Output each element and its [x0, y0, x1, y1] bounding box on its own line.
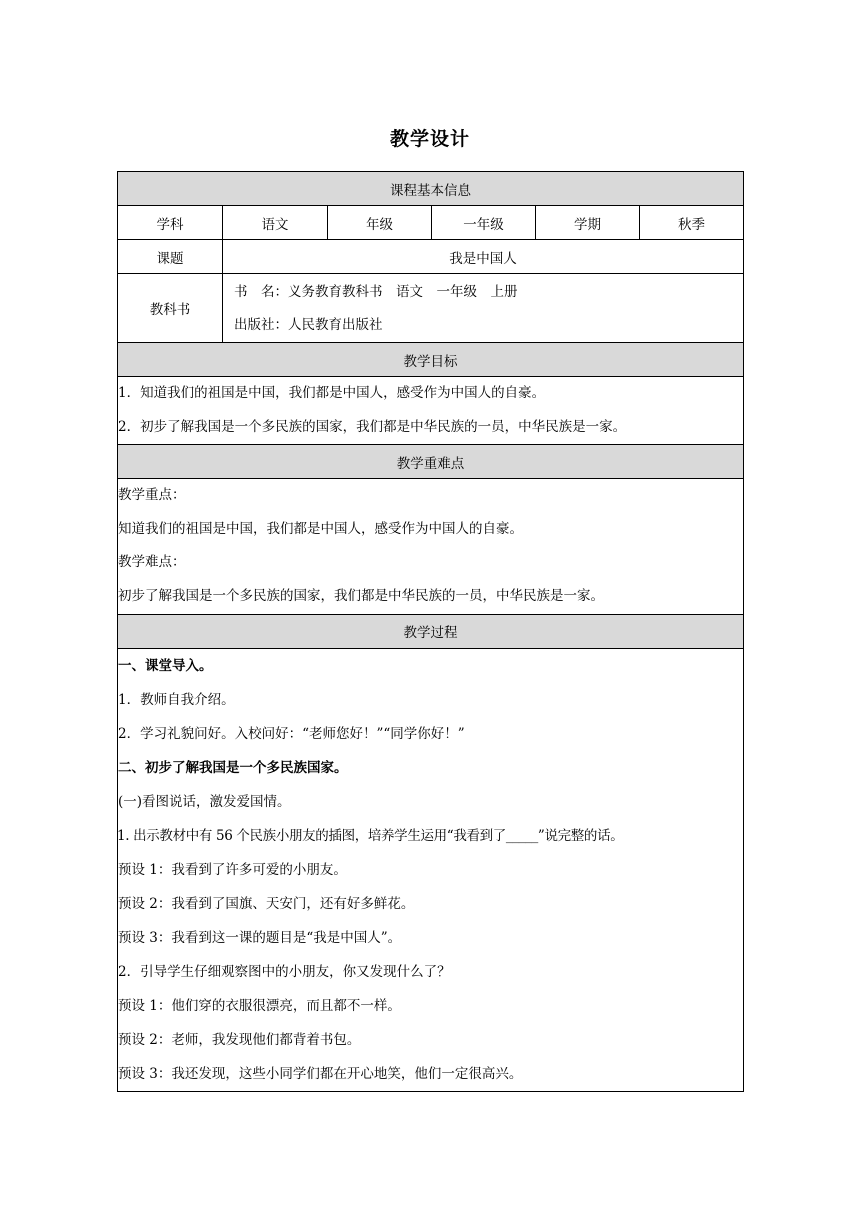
topic-label: 课题	[118, 240, 223, 274]
process-line: 2．学习礼貌问好。入校问好：“老师您好！”“同学你好！”	[118, 725, 465, 742]
topic-value: 我是中国人	[223, 240, 744, 274]
section-header-process: 教学过程	[118, 614, 744, 648]
section-header-goals: 教学目标	[118, 343, 744, 377]
lesson-plan-table	[117, 171, 744, 1092]
term-value: 秋季	[640, 206, 744, 240]
section-header-basic-info: 课程基本信息	[118, 172, 744, 206]
grade-value: 一年级	[432, 206, 536, 240]
process-content	[118, 648, 744, 1091]
textbook-name: 书 名：义务教育教科书 语文 一年级 上册	[234, 283, 518, 300]
term-label: 学期	[536, 206, 640, 240]
textbook-publisher: 出版社：人民教育出版社	[234, 316, 383, 333]
grade-label: 年级	[328, 206, 432, 240]
section-header-key-points: 教学重难点	[118, 445, 744, 479]
process-heading: 一、课堂导入。	[118, 657, 213, 674]
process-line: 1．教师自我介绍。	[118, 691, 235, 708]
goal-item: 2．初步了解我国是一个多民族的国家，我们都是中华民族的一员，中华民族是一家。	[118, 418, 627, 435]
key-point-text: 知道我们的祖国是中国，我们都是中国人，感受作为中国人的自豪。	[118, 520, 523, 537]
process-heading: 二、初步了解我国是一个多民族国家。	[118, 759, 348, 776]
key-point-heading: 教学重点：	[118, 487, 186, 504]
process-line: 预设 3：我还发现，这些小同学们都在开心地笑，他们一定很高兴。	[118, 1065, 523, 1082]
process-line: 2．引导学生仔细观察图中的小朋友，你又发现什么了？	[118, 963, 451, 980]
process-line: (一)看图说话，激发爱国情。	[118, 793, 291, 810]
key-points-content	[118, 479, 744, 614]
subject-label: 学科	[118, 206, 223, 240]
process-line: 预设 1：他们穿的衣服很漂亮，而且都不一样。	[118, 997, 401, 1014]
process-line: 预设 3：我看到这一课的题目是“我是中国人”。	[118, 929, 402, 946]
difficulty-heading: 教学难点：	[118, 554, 186, 571]
textbook-info	[223, 274, 744, 343]
goals-content	[118, 377, 744, 445]
difficulty-text: 初步了解我国是一个多民族的国家，我们都是中华民族的一员，中华民族是一家。	[118, 587, 604, 604]
process-line: 1. 出示教材中有 56 个民族小朋友的插图，培养学生运用“我看到了_____”说完整的话。	[117, 827, 624, 844]
page-title: 教学设计	[389, 128, 470, 150]
goal-item: 1．知道我们的祖国是中国，我们都是中国人，感受作为中国人的自豪。	[118, 385, 546, 401]
process-line: 预设 2：我看到了国旗、天安门，还有好多鲜花。	[118, 895, 415, 912]
subject-value: 语文	[223, 206, 328, 240]
process-line: 预设 1：我看到了许多可爱的小朋友。	[118, 861, 347, 878]
process-line: 预设 2：老师，我发现他们都背着书包。	[118, 1031, 361, 1048]
textbook-label: 教科书	[118, 274, 223, 343]
